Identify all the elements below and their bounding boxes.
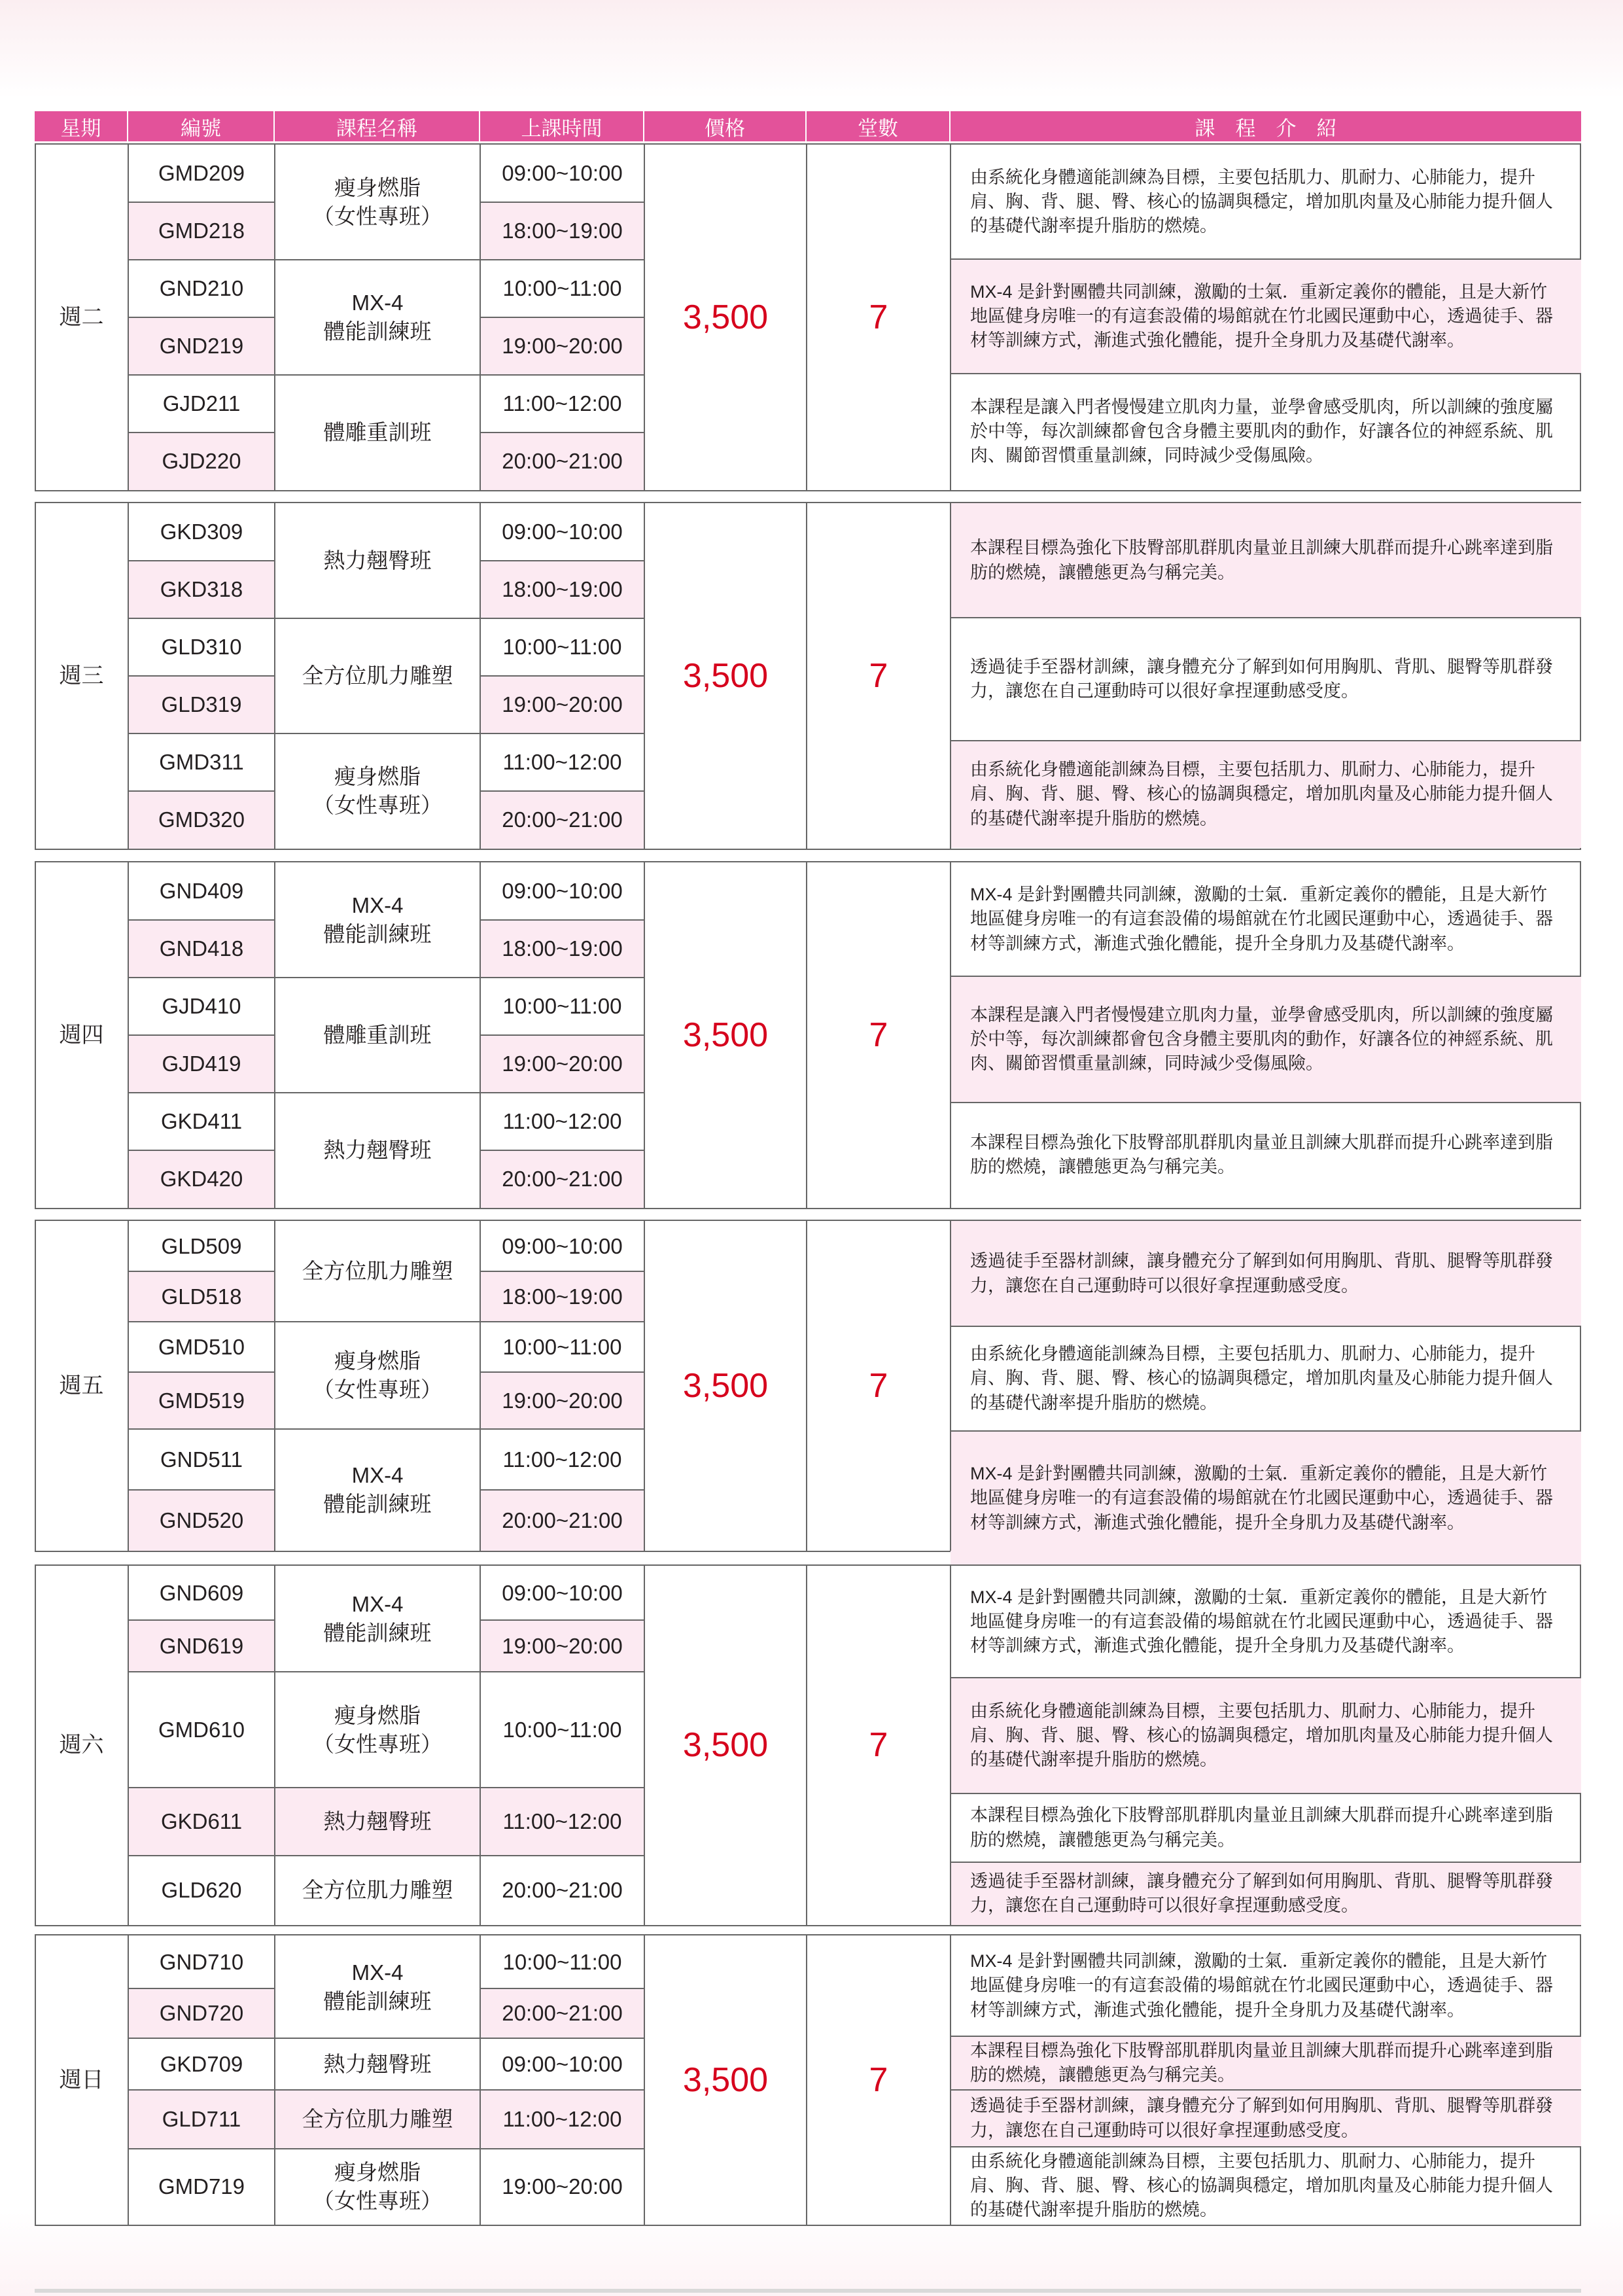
class-time: 18:00~19:00 [480,920,644,978]
price-value: 3,500 [682,1016,769,1054]
grid-line [128,432,275,433]
course-description: 透過徒手至器材訓練，讓身體充分了解到如何用胸肌、背肌、腿臀等肌群發力，讓您在自己運動時可以很好拿捏運動感受度。 [951,1862,1581,1925]
grid-line [128,1489,275,1491]
day-of-week: 週二 [59,304,104,330]
grid-line [951,1102,1581,1103]
grid-line [275,2038,480,2039]
course-name: MX-4 體能訓練班 [323,893,432,946]
course-code: GJD419 [128,1035,275,1093]
grid-line [128,1321,275,1322]
grid-line [128,1034,275,1036]
grid-line [128,374,275,376]
course-name: 瘦身燃脂 （女性專班） [313,764,442,817]
class-time: 19:00~20:00 [480,1620,644,1672]
grid-line [950,1221,951,1551]
grid-line [275,1855,480,1856]
course-name: 熱力翹臀班 [323,2051,432,2076]
grid-line [128,977,275,978]
class-time: 18:00~19:00 [480,202,644,260]
class-time: 09:00~10:00 [502,879,623,904]
course-code: GMD510 [158,1334,245,1359]
course-name: 瘦身燃脂 （女性專班） [313,1703,442,1756]
class-time: 19:00~20:00 [480,676,644,733]
grid-line [480,1988,644,1989]
grid-line [950,145,951,490]
course-code: GMD719 [158,2174,245,2199]
course-description: 由系統化身體適能訓練為目標，主要包括肌力、肌耐力、心肺能力，提升肩、胸、背、腿、臀、核心的協調與穩定，增加肌肉量及心肺能力提升個人的基礎代謝率提升脂肪的燃燒。 [970,1344,1553,1413]
class-time: 09:00~10:00 [502,1233,623,1258]
grid-line [275,2148,480,2149]
course-name: 熱力翹臀班 [275,1788,480,1856]
course-code: GKD411 [160,1109,243,1134]
grid-line [128,1787,275,1788]
grid-line [951,2089,1581,2091]
course-name: MX-4 體能訓練班 [323,1463,432,1516]
course-code: GMD320 [128,791,275,849]
course-name: 全方位肌力雕塑 [302,1878,453,1903]
class-time: 20:00~21:00 [480,791,644,849]
grid-line [480,977,644,978]
grid-line [275,374,480,376]
grid-line [275,1092,480,1093]
course-description: 由系統化身體適能訓練為目標，主要包括肌力、肌耐力、心肺能力，提升肩、胸、背、腿、臀、核心的協調與穩定，增加肌肉量及心肺能力提升個人的基礎代謝率提升脂肪的燃燒。 [951,741,1581,848]
grid-line [806,503,807,849]
grid-line [480,374,644,376]
day-block [35,143,1581,491]
session-count: 7 [869,298,888,336]
grid-line [128,202,275,203]
course-description: 由系統化身體適能訓練為目標，主要包括肌力、肌耐力、心肺能力，提升肩、胸、背、腿、臀、核心的協調與穩定，增加肌肉量及心肺能力提升個人的基礎代謝率提升脂肪的燃燒。 [970,2151,1553,2220]
course-code: GKD309 [160,520,243,544]
course-description: 本課程是讓入門者慢慢建立肌肉力量，並學會感受肌肉，所以訓練的強度屬於中等，每次訓練都會包含身體主要肌肉的動作，好讓各位的神經系統、肌肉、關節習慣重量訓練，同時減少受傷風險。 [951,976,1581,1103]
day-block [35,502,1581,850]
course-name: 熱力翹臀班 [323,1138,432,1163]
course-code: GND710 [159,1949,244,1974]
grid-line [951,740,1581,741]
grid-line [644,1935,645,2225]
course-name: MX-4 體能訓練班 [323,1960,432,2013]
grid-line [128,1271,275,1272]
day-of-week: 週五 [59,1373,104,1398]
grid-line [806,1566,807,1925]
course-name: MX-4 體能訓練班 [323,1592,432,1645]
grid-line [128,1092,275,1093]
class-time: 20:00~21:00 [480,433,644,490]
class-time: 19:00~20:00 [480,317,644,375]
grid-line [128,733,275,734]
grid-line [128,618,275,619]
day-block [35,861,1581,1209]
grid-line [128,317,275,318]
class-time: 20:00~21:00 [480,1988,644,2038]
course-description: MX-4 是針對團體共同訓練，激勵的士氣．重新定義你的體能，且是大新竹地區健身房唯一的有這套設備的場館就在竹北國民運動中心，透過徒手、器材等訓練方式，漸進式強化體能，提升全身肌力及基礎代謝率。 [951,259,1581,374]
class-time: 10:00~11:00 [502,1717,622,1742]
course-code: GLD319 [128,676,275,733]
grid-line [275,1671,480,1672]
course-code: GLD518 [128,1271,275,1322]
grid-line [128,1935,129,2225]
course-description: MX-4 是針對團體共同訓練，激勵的士氣．重新定義你的體能，且是大新竹地區健身房唯一的有這套設備的場館就在竹北國民運動中心，透過徒手、器材等訓練方式，漸進式強化體能，提升全身肌力及基礎代謝率。 [970,885,1553,953]
grid-line [480,1271,644,1272]
class-time: 19:00~20:00 [502,2174,623,2199]
session-count: 7 [869,656,888,695]
day-of-week: 週六 [59,1733,104,1758]
class-time: 11:00~12:00 [502,1447,622,1472]
grid-line [128,1619,275,1621]
course-description: 本課程目標為強化下肢臀部肌群肌肉量並且訓練大肌群而提升心跳率達到脂肪的燃燒，讓體態更為勻稱完美。 [970,1805,1553,1850]
course-name: 熱力翹臀班 [323,548,432,573]
price-value: 3,500 [682,2060,769,2099]
class-time: 09:00~10:00 [502,2051,623,2076]
grid-line [275,618,480,619]
grid-line [480,790,644,792]
course-code: GND511 [160,1447,243,1472]
course-description: MX-4 是針對團體共同訓練，激勵的士氣．重新定義你的體能，且是大新竹地區健身房唯一的有這套設備的場館就在竹北國民運動中心，透過徒手、器材等訓練方式，漸進式強化體能，提升全身肌力及基礎代謝率。 [970,1951,1553,2020]
grid-line [951,1862,1581,1863]
grid-line [480,432,644,433]
course-name: MX-4 體能訓練班 [323,291,432,344]
course-code: GLD310 [161,635,242,660]
grid-line [480,1428,644,1430]
course-code: GND418 [128,920,275,978]
grid-line [480,1855,644,1856]
grid-line [128,675,275,677]
grid-line [480,1150,644,1151]
grid-line [480,2148,644,2149]
grid-line [950,1935,951,2225]
class-time: 10:00~11:00 [502,1334,622,1359]
day-of-week: 週三 [59,663,104,688]
course-code: GJD220 [128,433,275,490]
grid-line [128,1855,275,1856]
course-code: GND409 [159,879,244,904]
header-course-name: 課程名稱 [275,111,480,141]
grid-line [806,145,807,490]
course-description: 由系統化身體適能訓練為目標，主要包括肌力、肌耐力、心肺能力，提升肩、胸、背、腿、臀、核心的協調與穩定，增加肌肉量及心肺能力提升個人的基礎代謝率提升脂肪的燃燒。 [970,167,1553,236]
grid-line [951,258,1581,260]
class-time: 19:00~20:00 [480,1035,644,1093]
course-description: MX-4 是針對團體共同訓練，激勵的士氣．重新定義你的體能，且是大新竹地區健身房唯一的有這套設備的場館就在竹北國民運動中心，透過徒手、器材等訓練方式，漸進式強化體能，提升全身肌力及基礎代謝率。 [970,1587,1553,1656]
grid-line [128,1150,275,1151]
course-code: GKD611 [128,1788,275,1856]
grid-line [950,862,951,1208]
price-value: 3,500 [682,298,769,336]
course-code: GND520 [128,1490,275,1551]
course-code: GMD209 [158,161,245,186]
grid-line [128,1988,275,1989]
grid-line [480,202,644,203]
course-description: 透過徒手至器材訓練，讓身體充分了解到如何用胸肌、背肌、腿臀等肌群發力，讓您在自己運動時可以很好拿捏運動感受度。 [951,2090,1581,2147]
header-time: 上課時間 [480,111,644,141]
grid-line [480,733,644,734]
grid-line [806,862,807,1208]
course-code: GND210 [159,276,244,301]
grid-line [806,1935,807,2225]
grid-line [480,259,644,260]
grid-line [275,1321,480,1322]
course-name: 全方位肌力雕塑 [275,2090,480,2149]
grid-line [951,373,1581,374]
course-code: GND219 [128,317,275,375]
grid-line [275,259,480,260]
class-time: 09:00~10:00 [502,161,623,186]
class-time: 09:00~10:00 [502,520,623,544]
grid-line [950,503,951,849]
grid-line [128,259,275,260]
grid-line [128,2148,275,2149]
grid-line [480,2038,644,2039]
course-description: 由系統化身體適能訓練為目標，主要包括肌力、肌耐力、心肺能力，提升肩、胸、背、腿、臀、核心的協調與穩定，增加肌肉量及心肺能力提升個人的基礎代謝率提升脂肪的燃燒。 [951,1678,1581,1793]
course-description: 本課程目標為強化下肢臀部肌群肌肉量並且訓練大肌群而提升心跳率達到脂肪的燃燒，讓體態更為勻稱完美。 [951,2036,1581,2090]
grid-line [274,1935,275,2225]
session-count: 7 [869,2060,888,2099]
grid-line [480,1371,644,1373]
class-time: 20:00~21:00 [480,1150,644,1208]
grid-line [480,1671,644,1672]
course-code: GND720 [128,1988,275,2038]
price-value: 3,500 [682,1366,769,1405]
class-time: 10:00~11:00 [502,1949,622,1974]
grid-line [480,317,644,318]
class-time: 20:00~21:00 [502,1878,623,1903]
grid-line [806,1221,807,1551]
grid-line [480,1321,644,1322]
grid-line [951,1326,1581,1327]
course-code: GKD709 [160,2051,243,2076]
session-count: 7 [869,1366,888,1405]
grid-line [951,2036,1581,2037]
grid-line [480,1092,644,1093]
grid-line [480,2089,644,2091]
course-description: 本課程目標為強化下肢臀部肌群肌肉量並且訓練大肌群而提升心跳率達到脂肪的燃燒，讓體態更為勻稱完美。 [970,1132,1553,1176]
grid-line [128,2089,275,2091]
course-code: GND619 [128,1620,275,1672]
grid-line [128,1428,275,1430]
course-code: GMD519 [128,1372,275,1429]
header-sessions: 堂數 [807,111,951,141]
grid-line [275,733,480,734]
day-of-week: 週四 [59,1022,104,1048]
session-count: 7 [869,1726,888,1765]
grid-line [275,2089,480,2091]
course-code: GLD620 [161,1878,242,1903]
course-code: GKD420 [128,1150,275,1208]
course-code: GJD211 [162,391,241,416]
course-name: 體雕重訓班 [323,1023,432,1048]
grid-line [951,976,1581,977]
grid-line [480,1489,644,1491]
grid-line [128,560,275,561]
course-code: GMD610 [158,1717,245,1742]
grid-line [480,1787,644,1788]
grid-line [951,1677,1581,1678]
grid-line [128,2038,275,2039]
grid-line [128,790,275,792]
grid-line [951,2146,1581,2147]
footer-bar [35,2289,1581,2293]
grid-line [951,1793,1581,1794]
course-code: GND609 [159,1580,244,1605]
course-description: 透過徒手至器材訓練，讓身體充分了解到如何用胸肌、背肌、腿臀等肌群發力，讓您在自己運動時可以很好拿捏運動感受度。 [951,1221,1581,1326]
course-code: GLD711 [128,2090,275,2149]
header-day: 星期 [35,111,128,141]
course-description: 本課程是讓入門者慢慢建立肌肉力量，並學會感受肌肉，所以訓練的強度屬於中等，每次訓練都會包含身體主要肌肉的動作，好讓各位的神經系統、肌肉、關節習慣重量訓練，同時減少受傷風險。 [970,397,1553,466]
grid-line [128,919,275,921]
class-time: 18:00~19:00 [480,1271,644,1322]
class-time: 11:00~12:00 [480,2090,644,2149]
grid-line [275,977,480,978]
grid-line [128,1671,275,1672]
course-name: 全方位肌力雕塑 [302,663,453,688]
grid-line [480,560,644,561]
grid-line [951,1430,1581,1432]
price-value: 3,500 [682,656,769,695]
class-time: 11:00~12:00 [502,391,622,416]
grid-line [480,919,644,921]
class-time: 18:00~19:00 [480,561,644,618]
course-description: MX-4 是針對團體共同訓練，激勵的士氣．重新定義你的體能，且是大新竹地區健身房唯一的有這套設備的場館就在竹北國民運動中心，透過徒手、器材等訓練方式，漸進式強化體能，提升全身肌力及基礎代謝率。 [951,1431,1581,1566]
day-block [35,1934,1581,2226]
course-name: 全方位肌力雕塑 [302,1259,453,1284]
header-code: 編號 [128,111,275,141]
class-time: 09:00~10:00 [502,1580,623,1605]
price-value: 3,500 [682,1726,769,1765]
grid-line [480,1935,481,2225]
grid-line [275,1428,480,1430]
day-block [35,1564,1581,1926]
course-code: GKD318 [128,561,275,618]
course-name: 瘦身燃脂 （女性專班） [313,2160,442,2213]
grid-line [951,617,1581,618]
grid-line [480,1619,644,1621]
class-time: 20:00~21:00 [480,1490,644,1551]
class-time: 10:00~11:00 [502,994,622,1019]
header-price: 價格 [644,111,807,141]
grid-line [950,1566,951,1925]
header-description: 課 程 介 紹 [951,111,1581,141]
class-time: 10:00~11:00 [502,635,622,660]
class-time: 19:00~20:00 [480,1372,644,1429]
grid-line [480,675,644,677]
course-name: 體雕重訓班 [323,420,432,445]
grid-line [275,1787,480,1788]
course-name: 瘦身燃脂 （女性專班） [313,1349,442,1402]
grid-line [480,618,644,619]
course-description: 本課程目標為強化下肢臀部肌群肌肉量並且訓練大肌群而提升心跳率達到脂肪的燃燒，讓體態更為勻稱完美。 [951,503,1581,618]
course-code: GLD509 [161,1233,242,1258]
class-time: 11:00~12:00 [502,750,622,775]
day-of-week: 週日 [59,2067,104,2093]
session-count: 7 [869,1016,888,1054]
grid-line [480,1034,644,1036]
class-time: 10:00~11:00 [502,276,622,301]
course-description: 透過徒手至器材訓練，讓身體充分了解到如何用胸肌、背肌、腿臀等肌群發力，讓您在自己運動時可以很好拿捏運動感受度。 [970,656,1553,701]
grid-line [128,1371,275,1373]
day-block [35,1220,1581,1552]
class-time: 11:00~12:00 [502,1109,622,1134]
course-code: GMD311 [159,750,244,775]
course-name: 瘦身燃脂 （女性專班） [313,175,442,228]
class-time: 11:00~12:00 [480,1788,644,1856]
course-code: GJD410 [162,994,241,1019]
course-code: GMD218 [128,202,275,260]
